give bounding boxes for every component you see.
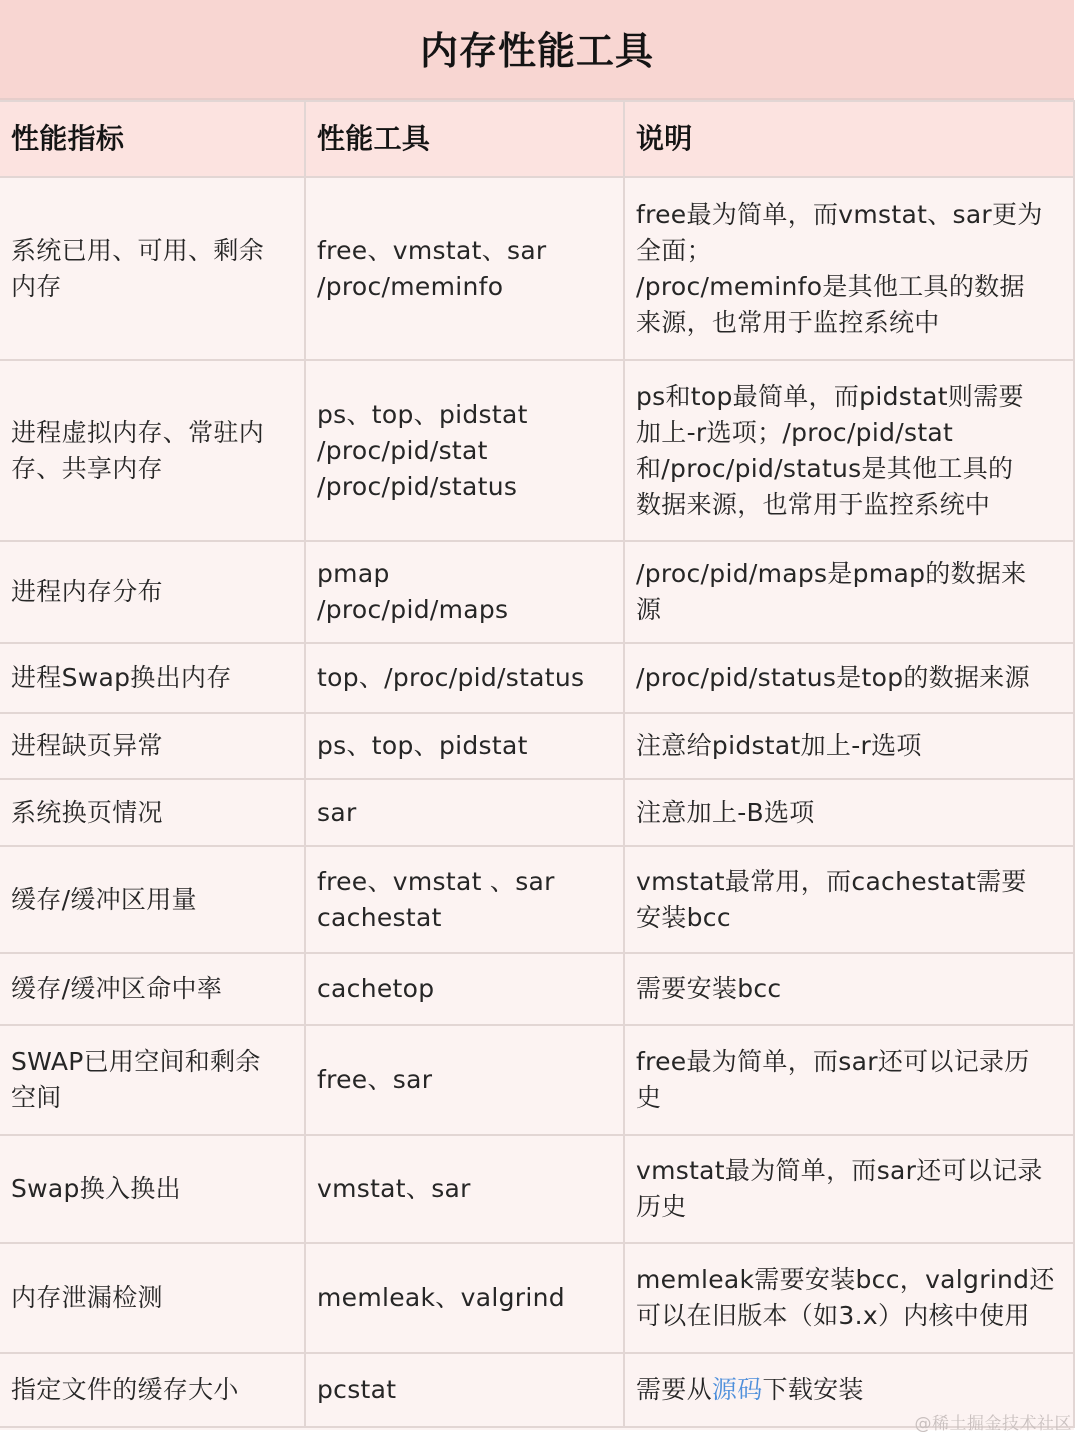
header-description: 说明	[624, 101, 1074, 177]
tools-table	[0, 100, 1075, 1428]
cell-line: Swap换入换出	[11, 1174, 181, 1203]
cell-line: 进程内存分布	[11, 577, 163, 606]
cell-line: 空间	[11, 1083, 62, 1112]
cell-line: free、vmstat 、sar	[317, 866, 555, 896]
cell-line: 安装bcc	[636, 902, 731, 932]
tools-cell	[305, 177, 624, 360]
table-row	[0, 1243, 1074, 1353]
cell-line: free、vmstat、sar	[317, 235, 547, 265]
table-row	[0, 953, 1074, 1025]
tools-cell	[305, 713, 624, 779]
cell-line: 缓存/缓冲区命中率	[11, 974, 223, 1003]
cell-line: free最为简单，而vmstat、sar更为	[636, 199, 1043, 229]
cell-line: 全面；	[636, 235, 712, 265]
cell-line: 进程缺页异常	[11, 731, 163, 760]
header-tools: 性能工具	[305, 101, 624, 177]
table-row	[0, 541, 1074, 643]
metric-cell	[0, 1025, 305, 1135]
cell-line: 系统已用、可用、剩余	[11, 235, 265, 265]
description-cell	[624, 643, 1074, 713]
table-row	[0, 779, 1074, 846]
metric-cell	[0, 541, 305, 643]
cell-line: 指定文件的缓存大小	[11, 1375, 239, 1404]
tools-cell	[305, 1135, 624, 1243]
description-cell	[624, 177, 1074, 360]
description-cell	[624, 360, 1074, 541]
metric-cell	[0, 846, 305, 953]
tools-cell	[305, 1353, 624, 1427]
cell-line: 内存泄漏检测	[11, 1283, 163, 1312]
tools-cell	[305, 779, 624, 846]
tools-cell	[305, 643, 624, 713]
tools-cell	[305, 1243, 624, 1353]
description-cell	[624, 1243, 1074, 1353]
metric-cell	[0, 1243, 305, 1353]
cell-line: 源	[636, 595, 662, 624]
cell-line: 历史	[636, 1192, 687, 1221]
metric-cell	[0, 953, 305, 1025]
cell-line	[636, 1372, 1063, 1408]
tools-cell	[305, 541, 624, 643]
page-title: 内存性能工具	[419, 28, 654, 73]
metric-cell	[0, 779, 305, 846]
table-row	[0, 1025, 1074, 1135]
header-metric: 性能指标	[0, 101, 305, 177]
cell-line: 进程Swap换出内存	[11, 663, 232, 692]
desc-text-after: 下载安装	[762, 1375, 864, 1404]
cell-line: /proc/pid/maps	[317, 595, 509, 624]
table-row	[0, 360, 1074, 541]
watermark: @稀土掘金技术社区	[914, 1414, 1072, 1434]
cell-line: /proc/pid/stat	[317, 435, 488, 465]
cell-line: ps、top、pidstat	[317, 399, 528, 429]
cell-line: 内存	[11, 271, 62, 301]
table-row	[0, 713, 1074, 779]
table-header-row	[0, 101, 1074, 177]
cell-line: free最为简单，而sar还可以记录历	[636, 1047, 1030, 1076]
cell-line: 加上-r选项；/proc/pid/stat	[636, 417, 954, 447]
table-row	[0, 177, 1074, 360]
cell-line: memleak、valgrind	[317, 1283, 565, 1312]
tools-cell	[305, 846, 624, 953]
table-row	[0, 846, 1074, 953]
cell-line: sar	[317, 797, 357, 827]
metric-cell	[0, 360, 305, 541]
description-cell	[624, 846, 1074, 953]
cell-line: /proc/pid/status是top的数据来源	[636, 663, 1030, 692]
cell-line: /proc/pid/status	[317, 471, 518, 501]
cell-line: vmstat最常用，而cachestat需要	[636, 866, 1027, 896]
cell-line: 注意加上-B选项	[636, 797, 815, 827]
cell-line: 存、共享内存	[11, 453, 163, 483]
metric-cell	[0, 713, 305, 779]
cell-line: 需要安装bcc	[636, 974, 782, 1003]
description-cell	[624, 953, 1074, 1025]
metric-cell	[0, 177, 305, 360]
cell-line: vmstat最为简单，而sar还可以记录	[636, 1156, 1043, 1185]
table-row	[0, 1135, 1074, 1243]
cell-line: 进程虚拟内存、常驻内	[11, 417, 265, 447]
description-cell	[624, 541, 1074, 643]
metric-cell	[0, 643, 305, 713]
description-cell	[624, 1135, 1074, 1243]
desc-text-before: 需要从	[636, 1375, 712, 1404]
cell-line: 缓存/缓冲区用量	[11, 884, 197, 914]
cell-line: /proc/pid/maps是pmap的数据来	[636, 559, 1027, 588]
cell-line: 来源，也常用于监控系统中	[636, 307, 940, 337]
description-cell	[624, 779, 1074, 846]
cell-line: ps和top最简单，而pidstat则需要	[636, 381, 1024, 411]
cell-line: cachestat	[317, 902, 442, 932]
cell-line: pmap	[317, 559, 390, 588]
cell-line: /proc/meminfo是其他工具的数据	[636, 271, 1025, 301]
description-cell	[624, 713, 1074, 779]
title-bar	[0, 0, 1074, 100]
cell-line: 和/proc/pid/status是其他工具的	[636, 453, 1014, 483]
cell-line: 注意给pidstat加上-r选项	[636, 731, 922, 760]
cell-line: SWAP已用空间和剩余	[11, 1047, 261, 1076]
source-code-link[interactable]: 源码	[711, 1375, 763, 1404]
cell-line: 数据来源，也常用于监控系统中	[636, 489, 991, 519]
tools-cell	[305, 953, 624, 1025]
cell-line: memleak需要安装bcc，valgrind还	[636, 1265, 1055, 1294]
metric-cell	[0, 1135, 305, 1243]
cell-line: ps、top、pidstat	[317, 731, 528, 760]
cell-line: free、sar	[317, 1065, 433, 1094]
cell-line: /proc/meminfo	[317, 271, 504, 301]
cell-line: top、/proc/pid/status	[317, 663, 585, 692]
cell-line: 史	[636, 1083, 662, 1112]
tools-cell	[305, 360, 624, 541]
cell-line: 可以在旧版本（如3.x）内核中使用	[636, 1301, 1030, 1330]
cell-line: 系统换页情况	[11, 797, 163, 827]
metric-cell	[0, 1353, 305, 1427]
cell-line: pcstat	[317, 1375, 397, 1404]
cell-line: vmstat、sar	[317, 1174, 471, 1203]
table-row	[0, 1353, 1074, 1427]
tools-cell	[305, 1025, 624, 1135]
table-row	[0, 643, 1074, 713]
table-body	[0, 177, 1074, 1427]
description-cell	[624, 1025, 1074, 1135]
cell-line: cachetop	[317, 974, 435, 1003]
